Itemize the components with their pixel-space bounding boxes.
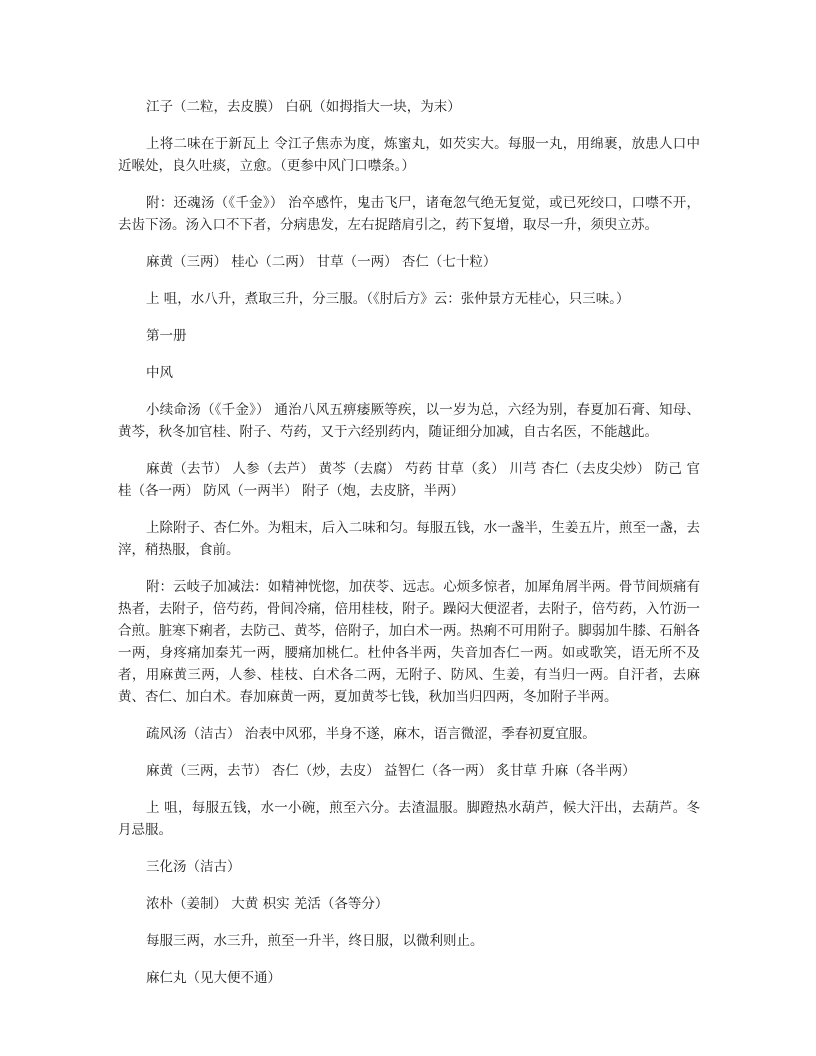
paragraph-maren-wan: 麻仁丸（见大便不通） bbox=[146, 970, 281, 986]
paragraph-huanhun-ingredients: 麻黄（三两） 桂心（二两） 甘草（一两） 杏仁（七十粒） bbox=[146, 254, 497, 270]
paragraph-shufeng-method: 上 咀，每服五钱，水一小碗，煎至六分。去渣温服。脚蹬热水葫芦，候大汗出，去葫芦。冬月忌服。 bbox=[118, 800, 700, 838]
paragraph-huanhun-tang: 附：还魂汤（《千金》） 治卒感忤，鬼击飞尸，诸奄忽气绝无复觉，或已死绞口，口噤不开，去齿下汤。汤入口不下者，分病患发，左右捉踏肩引之，药下复增，取尽一升，须臾立苏。 bbox=[118, 195, 700, 233]
paragraph-shufeng-ingredients: 麻黄（三两，去节） 杏仁（炒，去皮） 益智仁（各一两） 炙甘草 升麻（各半两） bbox=[146, 763, 636, 779]
paragraph-jiangzi-method: 上将二味在于新瓦上 令江子焦赤为度，炼蜜丸，如芡实大。每服一丸，用绵裹，放患人口中近喉处，良久吐痰，立愈。（更参中风门口噤条。） bbox=[118, 136, 700, 174]
paragraph-jiangzi-ingredients: 江子（二粒，去皮膜） 白矾（如拇指大一块，为末） bbox=[146, 99, 461, 115]
paragraph-sanhua-method: 每服三两，水三升，煎至一升半，终日服，以微利则止。 bbox=[146, 933, 484, 949]
paragraph-xiaoxuming-ingredients: 麻黄（去节） 人参（去芦） 黄芩（去腐） 芍药 甘草（炙） 川芎 杏仁（去皮尖炒） 防己 官桂（各一两） 防风（一两半） 附子（炮，去皮脐，半两） bbox=[118, 461, 700, 499]
paragraph-shufeng-tang: 疏风汤（洁古） 治表中风邪，半身不遂，麻木，语言微涩，季春初夏宜服。 bbox=[146, 726, 596, 742]
paragraph-yunqizi-modifications: 附：云岐子加减法：如精神恍惚，加茯苓、远志。心烦多惊者，加犀角屑半两。骨节间烦痛有热者，去附子，倍芍药，骨间冷痛，倍用桂枝，附子。躁闷大便涩者，去附子，倍芍药，入竹沥一合煎。脏寒下痢者，去防己、黄芩，倍附子，加白术一两。热痢不可用附子。脚弱加牛膝、石斛各一两，身疼痛加秦艽一两，腰痛加桃仁。杜仲各半两，失音加杏仁一两。如或歌笑，语无所不及者，用麻黄三两，人参、桂枝、白术各二两，无附子、防风、生姜，有当归一两。自汗者，去麻黄、杏仁、加白术。春加麻黄一两，夏加黄芩七钱，秋加当归四两，冬加附子半两。 bbox=[118, 579, 700, 705]
paragraph-sanhua-ingredients: 浓朴（姜制） 大黄 枳实 羌活（各等分） bbox=[146, 896, 389, 912]
document-page bbox=[118, 96, 700, 1004]
paragraph-sanhua-tang: 三化汤（洁古） bbox=[146, 859, 241, 875]
section-chapter-heading: 中风 bbox=[146, 365, 173, 381]
paragraph-huanhun-method: 上 咀，水八升，煮取三升，分三服。（《肘后方》云：张仲景方无桂心，只三味。） bbox=[146, 291, 630, 307]
section-volume-heading: 第一册 bbox=[146, 328, 187, 344]
paragraph-xiaoxuming-method: 上除附子、杏仁外。为粗末，后入二味和匀。每服五钱，水一盏半，生姜五片，煎至一盏，去滓，稍热服，食前。 bbox=[118, 520, 700, 558]
paragraph-xiaoxuming-tang: 小续命汤（《千金》） 通治八风五痹痿厥等疾，以一岁为总，六经为别，春夏加石膏、知母、黄芩，秋冬加官桂、附子、芍药，又于六经别药内，随证细分加减，自古名医，不能越此。 bbox=[118, 402, 700, 440]
